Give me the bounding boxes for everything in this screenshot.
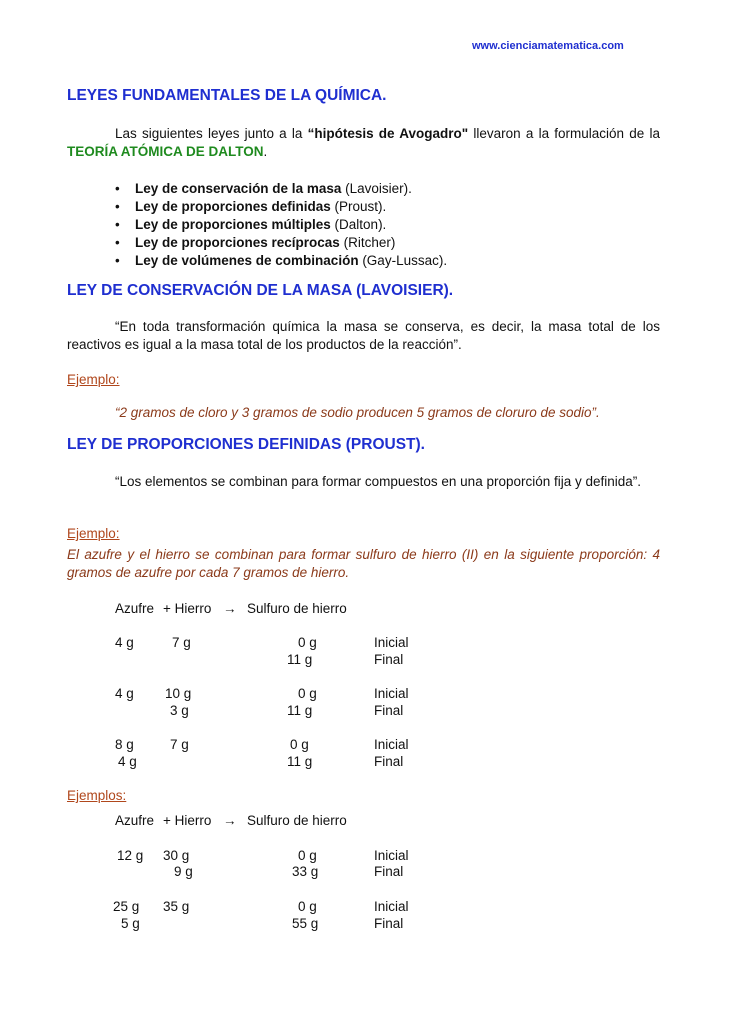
- law-author: (Gay-Lussac).: [358, 253, 448, 268]
- laws-list: [115, 180, 447, 270]
- table-cell: 3 g: [170, 703, 189, 718]
- table-cell: 30 g: [163, 848, 190, 863]
- law-name: Ley de conservación de la masa: [135, 181, 342, 196]
- table-cell: Inicial: [374, 848, 409, 863]
- section-title-proust: LEY DE PROPORCIONES DEFINIDAS (PROUST).: [67, 436, 425, 453]
- bullet: •: [115, 235, 120, 250]
- list-item: [115, 252, 447, 270]
- table-cell: Inicial: [374, 686, 409, 701]
- page-title: LEYES FUNDAMENTALES DE LA QUÍMICA.: [67, 87, 387, 104]
- law-name: Ley de proporciones definidas: [135, 199, 331, 214]
- conservation-example: “2 gramos de cloro y 3 gramos de sodio producen 5 gramos de cloruro de sodio”.: [115, 405, 600, 420]
- table-cell: 11 g: [287, 754, 313, 769]
- law-name: Ley de proporciones recíprocas: [135, 235, 340, 250]
- reactant-azufre: Azufre: [115, 813, 155, 828]
- law-author: (Lavoisier).: [341, 181, 412, 196]
- law-author: (Ritcher): [339, 235, 396, 250]
- intro-mid: llevaron a la formulación de la: [468, 126, 660, 141]
- table-cell: Inicial: [374, 899, 409, 914]
- table-cell: 12 g: [117, 848, 144, 863]
- table-cell: 55 g: [292, 916, 319, 931]
- table-cell: 7 g: [170, 737, 189, 752]
- table-cell: Final: [374, 652, 404, 667]
- product-sulfuro: Sulfuro de hierro: [247, 813, 347, 828]
- proust-quote: “Los elementos se combinan para formar compuestos en una proporción fija y definida”.: [115, 474, 642, 489]
- bullet: •: [115, 181, 120, 196]
- law-author: (Dalton).: [330, 217, 387, 232]
- table-cell: 4 g: [115, 686, 134, 701]
- table-cell: 11 g: [287, 703, 313, 718]
- table-cell: 0 g: [298, 848, 317, 863]
- table-cell: 9 g: [174, 864, 193, 879]
- bullet: •: [115, 253, 120, 268]
- bullet: •: [115, 199, 120, 214]
- proust-example: El azufre y el hierro se combinan para formar sulfuro de hierro (II) en la siguiente proporción: 4 gramos de azufre por cada 7 gramos de hierro.: [67, 547, 660, 580]
- table-cell: Final: [374, 703, 404, 718]
- table-cell: 33 g: [292, 864, 319, 879]
- table-cell: 35 g: [163, 899, 190, 914]
- table-cell: 7 g: [172, 635, 191, 650]
- reactant-azufre: Azufre: [115, 601, 155, 616]
- law-name: Ley de proporciones múltiples: [135, 217, 331, 232]
- list-item: [115, 198, 447, 216]
- table-cell: 4 g: [115, 635, 134, 650]
- table-cell: Final: [374, 916, 404, 931]
- arrow-icon: →: [223, 601, 237, 616]
- table-cell: 10 g: [165, 686, 192, 701]
- section-title-conservation: LEY DE CONSERVACIÓN DE LA MASA (LAVOISIER).: [67, 282, 454, 299]
- table-cell: 4 g: [118, 754, 137, 769]
- arrow-icon: →: [223, 813, 237, 828]
- intro-dalton: TEORÍA ATÓMICA DE DALTON: [67, 144, 264, 159]
- examples-label: Ejemplos:: [67, 788, 127, 803]
- law-name: Ley de volúmenes de combinación: [135, 253, 359, 268]
- intro-avogadro: “hipótesis de Avogadro": [307, 126, 469, 141]
- reactant-hierro: + Hierro: [163, 813, 212, 828]
- example-label: Ejemplo:: [67, 372, 120, 387]
- table-cell: Inicial: [374, 737, 409, 752]
- intro-paragraph: [67, 125, 660, 161]
- bullet: •: [115, 217, 120, 232]
- table-cell: 0 g: [298, 635, 317, 650]
- list-item: [115, 180, 447, 198]
- law-author: (Proust).: [330, 199, 387, 214]
- reactant-hierro: + Hierro: [163, 601, 212, 616]
- table-cell: 0 g: [298, 899, 317, 914]
- table-cell: 0 g: [298, 686, 317, 701]
- intro-pre: Las siguientes leyes junto a la: [115, 126, 308, 141]
- conservation-quote: “En toda transformación química la masa se conserva, es decir, la masa total de los reactivos es igual a la masa total de los productos de la reacción”.: [67, 319, 660, 352]
- intro-post: .: [263, 144, 268, 159]
- example-label: Ejemplo:: [67, 526, 120, 541]
- table-cell: 25 g: [113, 899, 140, 914]
- table-cell: 0 g: [290, 737, 309, 752]
- table-cell: Final: [374, 754, 404, 769]
- table-cell: Inicial: [374, 635, 409, 650]
- table-cell: 11 g: [287, 652, 313, 667]
- table-cell: 5 g: [121, 916, 140, 931]
- list-item: [115, 216, 447, 234]
- header-url[interactable]: www.cienciamatematica.com: [472, 40, 624, 52]
- list-item: [115, 234, 447, 252]
- table-cell: 8 g: [115, 737, 134, 752]
- table-cell: Final: [374, 864, 404, 879]
- product-sulfuro: Sulfuro de hierro: [247, 601, 347, 616]
